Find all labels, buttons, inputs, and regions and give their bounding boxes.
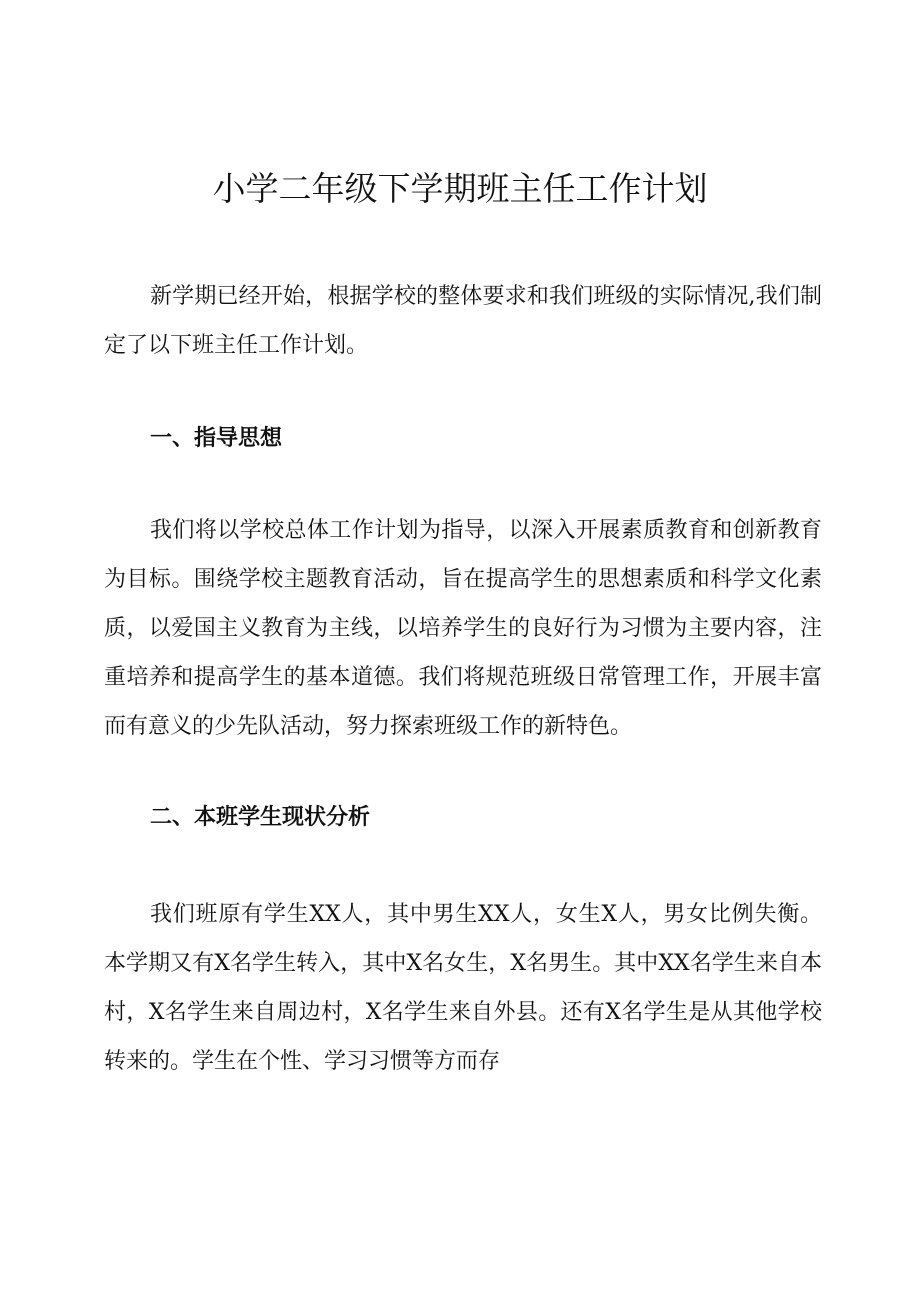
section-heading-1: 一、指导思想 (150, 426, 283, 451)
document-title: 小学二年级下学期班主任工作计划 (212, 169, 708, 208)
section-heading-2: 二、本班学生现状分析 (150, 805, 371, 830)
section-body-2: 我们班原有学生XX人，其中男生XX人，女生X人，男女比例失衡。本学期又有X名学生转入，其中X名女生，X名男生。其中XX名学生来自本村，X名学生来自周边村，X名学生来自外县。还有X名学生是从其他学校转来的。学生在个性、学习习惯等方而存 (104, 902, 822, 1074)
intro-paragraph: 新学期已经开始，根据学校的整体要求和我们班级的实际情况,我们制定了以下班主任工作计划。 (104, 284, 822, 358)
section-body-1: 我们将以学校总体工作计划为指导，以深入开展素质教育和创新教育为目标。围绕学校主题教育活动，旨在提高学生的思想素质和科学文化素质，以爱国主义教育为主线，以培养学生的良好行为习惯为主要内容，注重培养和提高学生的基本道德。我们将规范班级日常管理工作，开展丰富而有意义的少先队活动，努力探索班级工作的新特色。 (104, 518, 822, 739)
